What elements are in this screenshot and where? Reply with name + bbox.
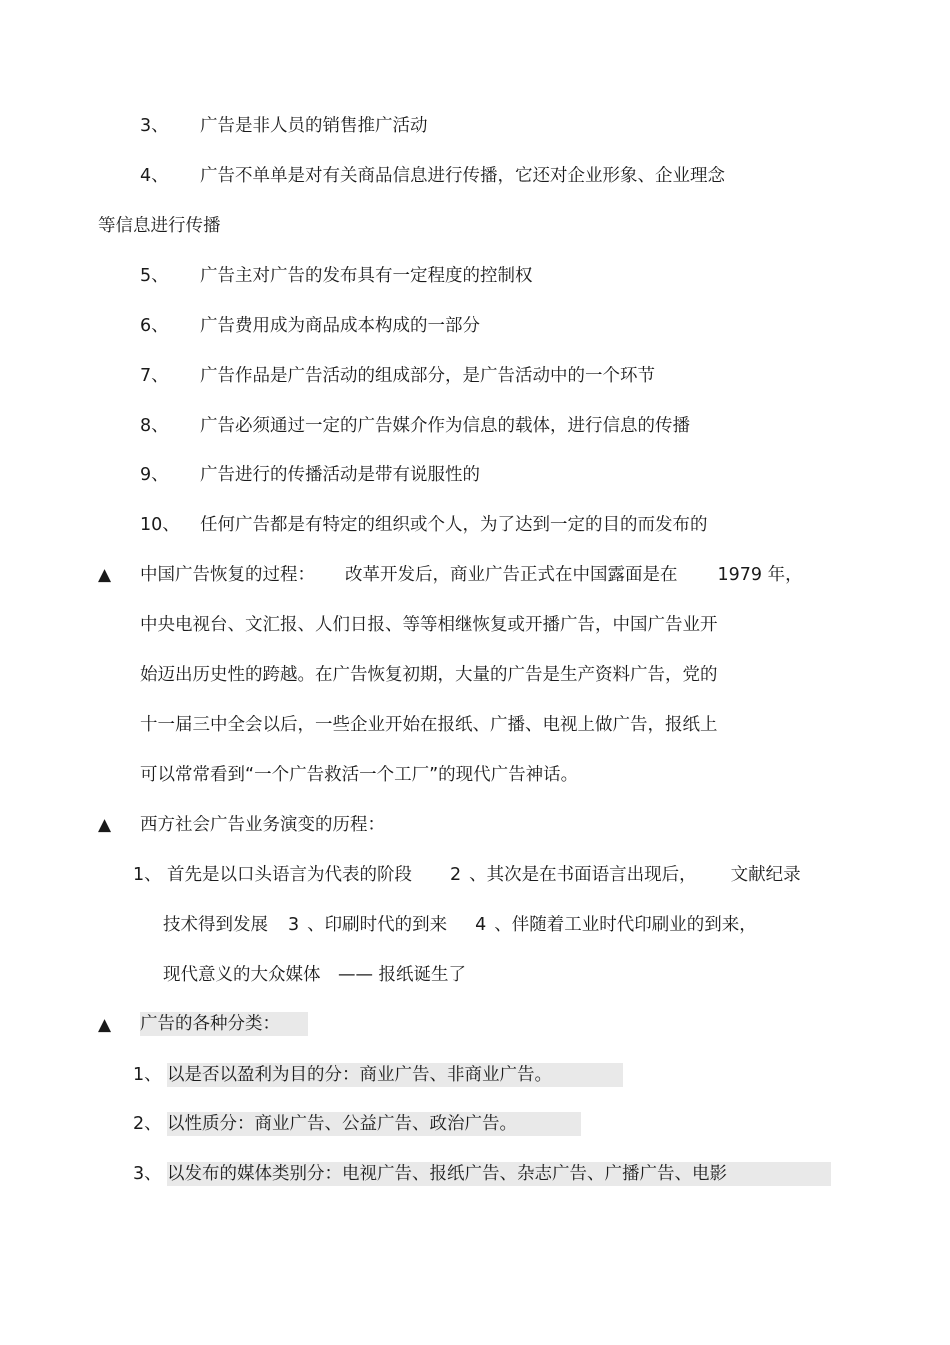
list-item-6 [140,314,480,338]
list-number: 1、 [133,1065,162,1085]
western-line-2 [163,913,757,937]
triangle-bullet-icon: ▲ [98,1015,112,1035]
list-text: 广告主对广告的发布具有一定程度的控制权 [200,266,533,286]
list-number: 5、 [140,266,169,286]
list-number: 3、 [140,116,169,136]
list-number: 10、 [140,515,180,535]
recovery-heading [140,563,803,587]
western-line-3: 现代意义的大众媒体 —— 报纸诞生了 [163,965,467,985]
list-number: 2、 [133,1114,162,1134]
list-text: 广告作品是广告活动的组成部分，是广告活动中的一个环节 [200,366,655,386]
list-number: 4、 [140,166,169,186]
list-text: 广告是非人员的销售推广活动 [200,116,428,136]
list-number: 3、 [133,1164,162,1184]
classification-item-2 [133,1112,581,1136]
list-item-9 [140,463,480,487]
list-number: 8、 [140,416,169,436]
recovery-line-5: 可以常常看到“一个广告救活一个工厂”的现代广告神话。 [140,765,579,785]
recovery-line-4: 十一届三中全会以后，一些企业开始在报纸、广播、电视上做广告，报纸上 [140,715,718,735]
classification-heading: 广告的各种分类： [140,1012,308,1036]
stage-text: 、其次是在书面语言出现后， [469,865,697,885]
western-line-1 [133,863,801,887]
stage-number: 4 [475,915,487,935]
stage-text: 、印刷时代的到来 [307,915,448,935]
list-number: 1、 [133,865,162,885]
stage-number: 2 [450,865,462,885]
list-text: 任何广告都是有特定的组织或个人，为了达到一定的目的而发布的 [200,515,708,535]
triangle-bullet-icon: ▲ [98,815,112,835]
recovery-line-3: 始迈出历史性的跨越。在广告恢复初期，大量的广告是生产资料广告，党的 [140,665,718,685]
list-number: 7、 [140,366,169,386]
list-text: 广告进行的传播活动是带有说服性的 [200,465,480,485]
recovery-label: 中国广告恢复的过程： [140,565,315,585]
list-item-5 [140,264,533,288]
list-text: 广告必须通过一定的广告媒介作为信息的载体，进行信息的传播 [200,416,690,436]
list-text: 以性质分：商业广告、公益广告、政治广告。 [167,1112,581,1136]
classification-item-3 [133,1162,831,1186]
stage-text: 技术得到发展 [163,915,268,935]
list-item-4 [140,164,725,188]
classification-item-1 [133,1063,623,1087]
recovery-text: 改革开发后，商业广告正式在中国露面是在 [345,565,678,585]
list-item-8 [140,414,690,438]
list-item-3 [140,114,428,138]
list-number: 6、 [140,316,169,336]
stage-text: 文献纪录 [730,865,801,885]
list-item-4-continuation: 等信息进行传播 [98,216,221,236]
list-item-10 [140,513,708,537]
stage-text: 、伴随着工业时代印刷业的到来， [494,915,757,935]
list-text: 以是否以盈利为目的分：商业广告、非商业广告。 [167,1063,623,1087]
list-text: 广告不单单是对有关商品信息进行传播，它还对企业形象、企业理念 [200,166,725,186]
triangle-bullet-icon: ▲ [98,565,112,585]
list-text: 以发布的媒体类别分：电视广告、报纸广告、杂志广告、广播广告、电影 [167,1162,831,1186]
recovery-line-2: 中央电视台、文汇报、人们日报、等等相继恢复或开播广告，中国广告业开 [140,615,718,635]
western-heading: 西方社会广告业务演变的历程： [140,815,385,835]
stage-text: 首先是以口头语言为代表的阶段 [167,865,412,885]
list-number: 9、 [140,465,169,485]
list-text: 广告费用成为商品成本构成的一部分 [200,316,480,336]
list-item-7 [140,364,655,388]
recovery-year: 1979 年， [717,565,803,585]
stage-number: 3 [288,915,300,935]
